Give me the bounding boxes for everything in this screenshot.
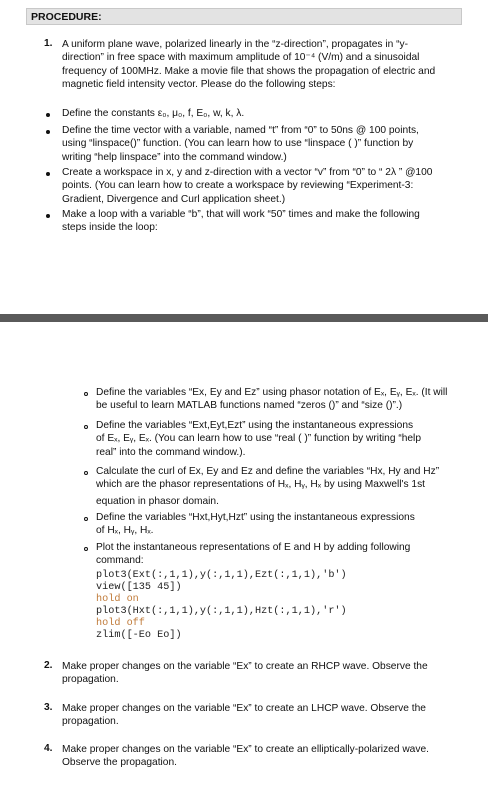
matlab-code-line: plot3(Ext(:,1,1),y(:,1,1),Ezt(:,1,1),'b') xyxy=(96,570,347,581)
step-1-line: A uniform plane wave, polarized linearly in the “z-direction”, propagates in “y- xyxy=(62,39,408,50)
bullet-line: steps inside the loop: xyxy=(62,222,158,234)
bullet-dot xyxy=(46,130,50,134)
bullet-item xyxy=(62,166,462,206)
step-1-line: magnetic field intensity vector. Please do the following steps: xyxy=(62,79,336,91)
step-2-text xyxy=(62,660,462,687)
bullet-line: points. (You can learn how to create a workspace by reviewing “Experiment-3: xyxy=(62,180,414,192)
step-4-text xyxy=(62,743,462,770)
sub-item-line: Calculate the curl of Ex, Ey and Ez and define the variables “Hx, Hy and Hz” xyxy=(96,466,440,477)
bullet-dot xyxy=(46,113,50,117)
sub-item xyxy=(96,386,466,413)
bullet-item xyxy=(62,208,462,235)
sub-item xyxy=(96,541,466,568)
sub-bullet-circle xyxy=(84,392,88,396)
page-break-divider xyxy=(0,314,488,322)
sub-item-line: Define the variables “Hxt,Hyt,Hzt” using the instantaneous expressions xyxy=(96,512,415,523)
step-line: Make proper changes on the variable “Ex” to create an elliptically-polarized wave. xyxy=(62,744,429,755)
matlab-code-line: zlim([-Eo Eo]) xyxy=(96,630,182,641)
sub-item xyxy=(96,465,466,508)
step-line: Observe the propagation. xyxy=(62,757,177,769)
step-2-number: 2. xyxy=(44,660,53,671)
sub-item-line: equation in phasor domain. xyxy=(96,495,219,507)
bullet-line: writing “help linspace” into the command window.) xyxy=(62,151,287,163)
step-line: Make proper changes on the variable “Ex” to create an LHCP wave. Observe the xyxy=(62,703,426,714)
bullet-dot xyxy=(46,172,50,176)
sub-bullet-circle xyxy=(84,425,88,429)
step-4-number: 4. xyxy=(44,743,53,754)
bullet-item xyxy=(62,107,462,120)
sub-item xyxy=(96,511,466,538)
sub-item xyxy=(96,419,466,459)
bullet-line: Define the time vector with a variable, named “t” from “0” to 50ns @ 100 points, xyxy=(62,125,419,136)
sub-bullet-circle xyxy=(84,471,88,475)
sub-item-line: Define the variables “Ext,Eyt,Ezt” using the instantaneous expressions xyxy=(96,420,414,431)
sub-item-line: of Hₓ, Hᵧ, Hₓ. xyxy=(96,525,154,537)
bullet-line: Define the constants ε₀, μ₀, f, E₀, w, k, λ. xyxy=(62,108,245,119)
bullet-dot xyxy=(46,214,50,218)
matlab-code-line: hold off xyxy=(96,618,145,629)
bullet-item xyxy=(62,124,462,164)
matlab-code-line: plot3(Hxt(:,1,1),y(:,1,1),Hzt(:,1,1),'r') xyxy=(96,606,347,617)
step-3-number: 3. xyxy=(44,702,53,713)
procedure-title: PROCEDURE: xyxy=(31,11,102,23)
sub-item-line: which are the phasor representations of Hₓ, Hᵧ, Hₓ by using Maxwell's 1st xyxy=(96,479,425,491)
sub-item-line: of Eₓ, Eᵧ, Eₓ. (You can learn how to use “real ( )” function by writing “help xyxy=(96,433,421,445)
bullet-line: Make a loop with a variable “b”, that will work “50” times and make the following xyxy=(62,209,420,220)
bullet-line: Create a workspace in x, y and z-direction with a vector “v” from “0” to “ 2λ ” @100 xyxy=(62,167,433,178)
step-1-line: frequency of 100MHz. Make a movie file that shows the propagation of electric and xyxy=(62,65,436,77)
step-line: propagation. xyxy=(62,674,119,686)
sub-item-line: Plot the instantaneous representations of E and H by adding following xyxy=(96,542,411,553)
step-line: Make proper changes on the variable “Ex” to create an RHCP wave. Observe the xyxy=(62,661,428,672)
step-1-line: direction” in free space with maximum amplitude of 10⁻⁴ (V/m) and a sinusoidal xyxy=(62,52,420,64)
step-line: propagation. xyxy=(62,716,119,728)
step-3-text xyxy=(62,702,462,729)
matlab-code-line: view([135 45]) xyxy=(96,582,182,593)
sub-item-line: command: xyxy=(96,555,144,567)
matlab-code-line: hold on xyxy=(96,594,139,605)
sub-item-line: Define the variables “Ex, Ey and Ez” using phasor notation of Eₓ, Eᵧ, Eₓ. (It will xyxy=(96,387,448,398)
sub-bullet-circle xyxy=(84,517,88,521)
sub-item-line: be useful to learn MATLAB functions named “zeros ()” and “size ()”.) xyxy=(96,400,403,412)
bullet-line: Gradient, Divergence and Curl application sheet.) xyxy=(62,193,286,205)
step-1-number: 1. xyxy=(44,38,53,49)
procedure-header xyxy=(26,8,462,25)
sub-item-line: real” into the command window.). xyxy=(96,446,246,458)
sub-bullet-circle xyxy=(84,547,88,551)
step-1-text xyxy=(62,38,462,92)
bullet-line: using “linspace()” function. (You can learn how to use “linspace ( )” function by xyxy=(62,138,414,150)
